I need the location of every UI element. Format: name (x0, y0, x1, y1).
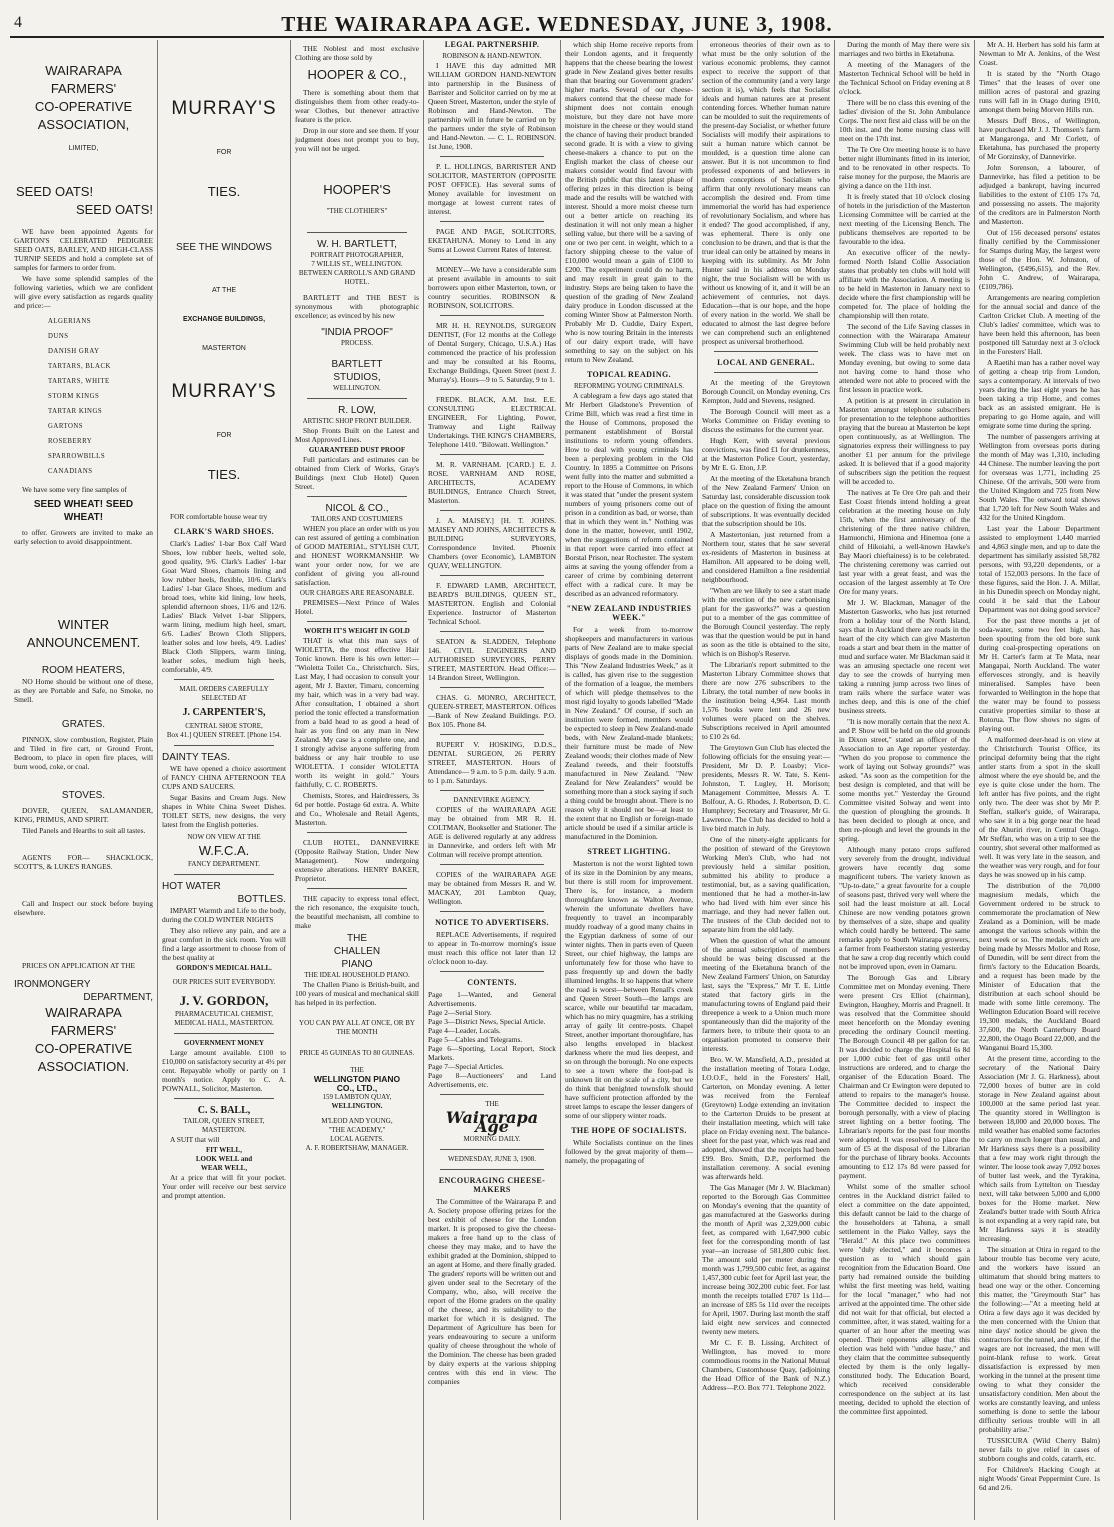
masthead (0, 10, 1114, 36)
news-item: When the question of what the amount of the annual subscription of members should be was being discussed at the meeting of the Eketahuna branch of the New Zealand Farmers' Union, on Saturday last, says the "Express," Mr T. E. Little stated that factory girls in the manufacturing towns of England paid their threepence a week to a Union much more spontaneously than did the majority of the farmers here, to tribute their quota to an organisation promoted to conserve their interests. (702, 936, 830, 1053)
list-item: GARTONS (48, 423, 84, 430)
news-item: A petition is at present in circulation in Masterton amongst telephone subscribers for presentation to the telephone authorities praying that the bureau at Masterton be kept open continuously, as at Wellington. The signatories express their willingness to pay another £1 per annum for the privilege asked. It is believed that if a good majority of subscribers sign the petition the request will be acceded to. (839, 396, 970, 486)
article-text: A cablegram a few days ago stated that Mr Herbert Gladstone's Prevention of Crime Bill, which was read a first time in the House of Commons, proposed the permanent establishment of Borstal institutions to reform young offenders. How to deal with young criminals has been a perplexing problem in the Old Country. In 1895 a Committee on Prisons went fully into the matter and submitted a report to the House of Commons, in which it was stated that "under the present system numbers of young prisoners come out of prison in a condition as bad, or worse, than that in which they went in." Nothing was done in the matter, however, until 1902, when the suggestions of reform contained in that report were carried into effect at Borstal Prison, near Rochester. The system aims at saving the young offender from a career of crime by combining deterrent effect with a radical cure. It may be described as an advanced reformatory. (565, 391, 693, 598)
ad-subheading: FOR (216, 432, 232, 439)
ad-text: We have some very fine samples of (22, 485, 127, 494)
list-item: Page 6—Sporting, Local Report, Stock Markets. (428, 1044, 556, 1062)
ad-text: Call and Inspect our stock before buying elsewhere. (14, 899, 153, 917)
ad-heading: PIANO (341, 959, 373, 970)
news-item: The Librarian's report submitted to the Masterton Library Committee shows that there are now 276 subscribers to the Library, the total number of new books in the institution being 4,964. Last month 1,576 books were lent and 26 new volumes were placed on the shelves. Subscriptions received in April amounted to £10 2s 6d. (702, 660, 830, 741)
list-item: Page 4—Leader, Locals. (428, 1026, 501, 1035)
ad-text: Sugar Basins and Cream Jugs. New shapes in White China Sweet Dishes. TOILET SETS, new designs, the very latest from the English potteries. (162, 793, 286, 829)
news-item: Messrs Duff Bros., of Wellington, have purchased Mr J. J. Thomsen's farm at Mangaronga, and Mr Corlett, of Eketahuna, has purchased the property of Mr Gorzinsky, of Dannevirke. (979, 116, 1100, 161)
ad-heading: HOOPER & CO., (307, 67, 407, 82)
ad-text: There is something about them that distinguishes them from other ready-to-wear Clothes, but thenever attractive feature is the price. (295, 88, 419, 124)
ad-text: Drop in our store and see them. If your judgment does not prompt you to buy, you will not be urged. (295, 126, 419, 153)
ad-subheading: FOR (216, 149, 232, 156)
ad-subheading: GORDON'S MEDICAL HALL. (176, 964, 272, 972)
ad-text: THE capacity to express tonal effect, the rich resonance, the exquisite touch, the beautiful mechanism, all combine to make (295, 894, 419, 930)
news-item: Whilst some of the smaller school centres in the Auckland district failed to elect a committee on the date appointed, this default cannot be laid to the charge of the householders at Tahuna, a small settlement in the Piako Valley, says the "Herald." At this place two committees were "duly elected," and it becomes a question as to which should gain recognition from the Education Board. One party had remained outside the building whilst the first meeting was held, waiting for the local "manager," who had not arrived at the appointed time. The other side did not wait for that official, but elected a committee, after, it was stated, waiting for a quarter of an hour after the meeting was opened. Their opponents allege that this election was held with "undue haste," and they claim that the committee subsequently elected by them is the only legally-constituted body. The Education Board, which received considerable correspondence on the subject at its last meeting, decided to uphold the election of the committee first appointed. (839, 1182, 970, 1416)
ad-subheading: LOOK WELL and (195, 1155, 253, 1163)
article-text: Masterton is not the worst lighted town of its size in the Dominion by any means, but there is still room for improvement. There is, for instance, a modern thoroughfare known as Walton Avenue, wherein the unfortunate dwellers have frequently to travel an incomparably muddy roadway of a good many chains in the Egyptian darkness of some of our winter nights. Then in parts even of Queen Street, our chief highway, the lamps are unfortunately few for those who have to pass frequently up and down the badly illumined lengths. It so happens that where the road is worst—between Renall's creek and Queen Street South—the lamps are scarce, while our beautiful tar macadam, which has no miry quagmire, has a striking array of gaily lit centre-posts. Chapel Street, another important thoroughfare, has also lengths enveloped in blackest darkness where the mud lies deepest, and so on through the borough. No one expects to see a town where the foot-pad is unknown lit on the scale of a city, but we do think that benighted townsfolk should have sufficient protection afforded by the street lamps to escape the lesser dangers of some of our slippery winter roads. (565, 859, 693, 1120)
list-item: STORM KINGS (48, 393, 100, 400)
column-4 (424, 40, 560, 1520)
news-item: The distribution of the 70,000 magnesium medals, which the Government ordered to be struck to commemorate the proclamation of New Zealand as a Dominion, will be made amongst the various schools within the next week or so. The medals, which are being made by Messrs Mollor and Rose, of Dunedin, will be sent direct from the firm's factory to the Education Boards, and a request has been made by the Minister of Education that the distribution at each school should be made with some little ceremony. The Wellington Education Board will receive 19,300 medals, the Auckland Board 37,600, the North Canterbury Board 22,800, the Otago Board 22,000, and the Wanganui Board 15,300. (979, 881, 1100, 1052)
notice-heading: DANNEVIRKE AGENCY. (453, 796, 531, 804)
ad-text: Tiled Panels and Hearths to suit all tastes. (22, 826, 146, 835)
notice-heading: NOTICE TO ADVERTISERS. (435, 918, 549, 927)
ad-subheading: CENTRAL SHOE STORE, (185, 722, 263, 730)
ad-text: Chemists, Stores, and Hairdressers, 3s 6d per bottle. Postage 6d extra. A. White and Co., Wholesale and Retail Agents, Masterton. (295, 791, 419, 827)
article-text: The Committee of the Wairarapa P. and A. Society propose offering prizes for the best exhibit of cheese for the London market. It is proposed to give the cheese-makers a free hand up to the class of cheese they may make, and to have the exhibit graded at the Dominion, shipped to an agent at Home, and there finally graded. The graders' reports will be written out and given under seal to the Secretary of the Company, who, also, will receive the report of the Home graders on the quality of the cheese, and its suitability to the market for which it is designed. The Department of Agriculture has been for years endeavouring to secure a uniform quality of cheese throughout the whole of the Dominion. The cheese has been graded by dairy experts at the various shipping centres with this end in view. The companies (428, 1197, 556, 1386)
ad-heading: WELLINGTON PIANO (313, 1074, 401, 1084)
list-item: ALGERIANS (48, 318, 92, 325)
article-text: While Socialists continue on the lines followed by the great majority of them—namely, the propagating of (565, 1138, 693, 1165)
news-item: The natives at Te Ore Ore pah and their East Coast friends intend holding a great celebration at the meeting house on July 15th, when the first anniversary of the christening of the three native children, Hamuonchi, Himiona and Hinemoa (one a child of Hikoiahi, a well-known Hawke's Bay Maori chieftainess) is to be celebrated. The christening ceremony was carried out last year with a great feast, and was the occasion of the largest assembly at Te Ore Ore for many years. (839, 488, 970, 596)
ad-text: WE have opened a choice assortment of FANCY CHINA AFTERNOON TEA CUPS AND SAUCERS. (162, 764, 286, 791)
article-text: which ship Home receive reports from their London agents, and it frequently happens that the cheese bearing the lowest grade in New Zealand gives better results than that bearing our Government graders' higher marks. Several of our cheese-makers contend that the cheese made for shipment does not contain enough moisture, but they dare not have more moisture in the cheese or they would stand the chance of having their product branded second grade. It is with a view to giving cheese-makers a chance to put on the English market the class of cheese our makers consider would find favour with the British public that this latest phase of offering prizes in this direction is being made and the results will be watched with interest. Should a more moist cheese turn out a better article on reaching its destination it will not only mean a higher selling value, but there will be a saving of one or two per cent. in weight, which to a factory shipping cheese to the value of £10,000 would mean a gain of £100 to £200. The experiment could do no harm, and may result in great gain to the industry. Steps are being taken to have the question of the grading of New Zealand dairy produce in London discussed at the coming Winter Show at Palmerston North. Probably Mr D. Cuddie, Dairy Expert, who is now touring Britain in the interests of our dairy export trade, will have something to say on the subject on his return to New Zealand. (565, 40, 693, 364)
ad-subheading: FIT WELL, (206, 1146, 242, 1154)
editorial-date: WEDNESDAY, JUNE 3, 1908. (448, 1155, 536, 1163)
ad-text: MR H. H. REYNOLDS, SURGEON DENTIST, (For 12 months at the College of Dental Surgery, Chicago, U.S.A.) Has commenced the practice of his profession and may be consulted at his Rooms, Exchange Buildings, Queen Street (next J. Murray's). Hours—9 to 5. Saturday, 9 to 1. (428, 321, 556, 384)
ad-heading: TIES. (207, 467, 241, 482)
page-number: 4 (14, 14, 22, 31)
list-item: Page 3—District News, Special Article. (428, 1017, 546, 1026)
ad-heading: SEE THE WINDOWS (176, 242, 272, 253)
article-heading: ENCOURAGING CHEESE-MAKERS (438, 1176, 546, 1194)
ad-heading: CO-OPERATIVE (34, 99, 133, 114)
ad-text: to offer. Growers are invited to make an early selection to avoid disappointment. (14, 528, 153, 546)
ad-heading: NICOL & CO., (325, 503, 389, 514)
ad-subheading: MEDICAL HALL, MASTERTON. (174, 1019, 274, 1027)
news-item: Arrangements are nearing completion for the annual social and dance of the Carlton Cricket Club. A meeting of the Club's ladies' committee, which was to have been held this afternoon, has been postponed till Saturday next at 3 o'clock in the Foresters' Hall. (979, 293, 1100, 356)
ad-subheading: TAILORS AND COSTUMIERS (311, 515, 403, 523)
notice-heading: LEGAL PARTNERSHIP. (444, 40, 540, 49)
ad-text: FREDK. BLACK, A.M. Inst. E.E. CONSULTING ELECTRICAL ENGINEER, For Lighting, Power, Tramway and Light Railway Undertakings. THE KING'S CHAMBERS, Telephone 1410. "Bilowatt. Wellington." (428, 395, 556, 449)
ad-heading: ANNOUNCEMENT. (26, 635, 141, 650)
list-item: CANADIANS (48, 468, 93, 475)
news-item: The situation at Otira in regard to the labour trouble has become very acute, and the workers have issued an ultimatum that should bring matters to head one way or the other. Concerning this matter, the "Greymouth Star" has the following:—"At a meeting held at Otira a few days ago it was decided by the men concerned with the Union that nine days' notice should be given the contractors for the tunnel, and that, if the wages are not increased, the men will point-blank refuse to work. Great dissatisfaction is expressed by men working in the tunnel at the present time owing to what they consider the unsatisfactory condition. Men about the works are constantly leaving, and unless something is done to settle the labour difficulty serious trouble will in all probability arise." (979, 1245, 1100, 1434)
ad-subheading: 159 LAMBTON QUAY, (322, 1093, 392, 1101)
news-item: The Borough Council will meet as a Works Committee on Friday evening to discuss the estimates for the current year. (702, 407, 830, 434)
news-item: A Mastertonian, just returned from a Northern tour, states that he saw several ex-residents of Masterton in business at Hamilton. All appeared to be doing well, and considered Hamilton a fine residential neighbourhood. (702, 530, 830, 584)
list-item: Page 1—Wanted, and General Advertisements. (428, 990, 556, 1008)
ad-heading: SEED OATS! (75, 202, 153, 217)
ad-text: IMPART Warmth and Life to the body, during the COLD WINTER NIGHTS (162, 906, 286, 924)
ad-text: J. A. MAISEY.] [H. T. JOHNS. MAISEY AND JOHNS, ARCHITECTS & BUILDING SURVEYORS, Correspondence Invited. Phoenix Chambers (over Economic), LAMBTON QUAY, WELLINGTON. (428, 516, 556, 570)
ad-subheading: WELLINGTON. (333, 384, 381, 392)
column-5 (561, 40, 697, 1520)
nameplate: Wairarapa Age (445, 1108, 539, 1136)
ad-subheading: A. F. ROBERTSHAW, MANAGER. (305, 1144, 409, 1152)
ad-subheading: M'LEOD AND YOUNG, (321, 1117, 393, 1125)
news-item: TUSSICURA (Wild Cherry Balm) never fails to give relief in cases of stubborn coughs and colds, catarrh, etc. (979, 1436, 1100, 1463)
article-text: erroneous theories of their own as to what must be the only solution of the various economic problems, they cannot expect to receive the support of that section of the community (and a very large section it is), which feels that Socialist ideals and human natures are at present contending forces. Whether human nature can be moulded to suit the requirements of the present-day Socialist, or whether future Socialists will modify their aspirations to suit a human nature which cannot be moulded, is a question time alone can answer. But it is not uncommon to find professed exponents of and believers in modern conceptions of Socialism who affirm that only revolutionary means can accomplish the desired end. From time immemorial the world has had experience of revolutionary Socialism, and where has it ended? The good accomplished, if any, was ephemeral. There is only one conclusion to be drawn, and that is that the true ideal can only be attained by means in keeping with its sublimity. As Mr John Hunter said in his address on Monday night, the true Socialism will be with us without us knowing of it, and it will be an achievement of centuries, not days. Education—that is our hope, and the hope of every nation in the world. We shall be educated to almost the last degree before we can comprehend such an enlightened prospect as universal brotherhood. (702, 40, 830, 346)
news-item: At the meeting of the Eketahuna branch of the New Zealand Farmers' Union on Saturday last, considerable discussion took place on the question of fixing the amount of subscriptions. It was eventually decided that the subscription should be 10s. (702, 474, 830, 528)
ad-heading: HOOPER'S (323, 182, 391, 197)
news-item: Last year the Labour Department assisted to employment 1,440 married and 4,863 single men, and up to date the department has similarly assisted 58,782 persons, with 93,220 dependents, or a total of 152,003 persons. In the face of these figures, said the Hon. J. A. Millar, in his Dunedin speech on Monday night, could it be said that the Labour Department was not doing good service? (979, 524, 1100, 614)
ad-text: CLUB HOTEL, DANNEVIRKE (Opposite Railway Station, Under New Management). Now undergoing extensive alterations. HENRY BAKER, Proprietor. (295, 838, 419, 883)
news-item: Mr A. H. Herbert has sold his farm at Newman to Mr A. Jenkins, of the West Coast. (979, 40, 1100, 67)
contents-list (428, 990, 556, 1089)
ad-subheading: BETWEEN CARROLL'S AND GRAND HOTEL. (298, 269, 416, 286)
ad-subheading: AT THE (211, 287, 237, 294)
ad-text: P. L. HOLLINGS, BARRISTER AND SOLICITOR, MASTERTON (OPPOSITE POST OFFICE). Has several sums of Money available for investment on mortgage at lowest current rates of interest. (428, 162, 556, 216)
list-item: TARTARS, BLACK (48, 363, 111, 370)
ad-heading: CHALLEN (333, 946, 381, 957)
ad-heading: BOTTLES. (237, 894, 286, 905)
news-item: Bro. W. W. Mansfield, A.D., presided at the installation meeting of Totara Lodge, I.O.O.F., held in the Foresters' Hall, Carterton, on Monday evening. A letter was received from the Fernleaf (Greytown) Lodge extending an invitation to the Carterton Druids to be present at their installation meeting, which will take place on Friday evening next. The balance-sheet for the past year, which was read and adopted, showed that the receipts had been £99. Bro. Smith, D.P., performed the installation ceremony. A social evening was afterwards held. (702, 1055, 830, 1181)
news-item: There will be no class this evening of the ladies' division of the St. John Ambulance Corps. The next first aid class will be on the 10th inst. and the home nursing class will meet on the 17th inst. (839, 98, 970, 143)
news-item: Although many potato crops suffered very severely from the drought, individual growers have recently dug some magnificent tubers. The variety known as "Up-to-date," a great favourite for a couple of seasons past, thrived very well where the soil had the least moisture at all. Local Chinese are now vending potatoes grown by themselves of a size, shape and quality which could hardly be bettered. The same remarks apply to South Wairarapa growers, a farmer from Featherston stating yesterday that he saw a crop dug recently which could not be improved upon, even in Oamaru. (839, 845, 970, 971)
news-item: At the meeting of the Greytown Borough Council, on Monday evening, Crs Kempton, Judd and Stevens, resigned. (702, 378, 830, 405)
ad-heading: SEED OATS! (16, 184, 94, 199)
ad-heading: R. LOW, (338, 405, 376, 416)
ad-text: NO Home should be without one of these, as they are Portable and Safe, no Smoke, no Smell. (14, 677, 153, 704)
ad-text: AGENTS FOR— SHACKLOCK, SCOTT'S, & LUKE'S RANGES. (14, 853, 153, 871)
ad-heading: WORTH IT'S WEIGHT IN GOLD (304, 627, 410, 635)
ad-text: The Challen Piano is British-built, and 100 years of musical and mechanical skill has helped in its perfection. (295, 980, 419, 1007)
ad-text: DOVER, QUEEN, SALAMANDER, KING, PRIMUS, AND SPIRIT. (14, 806, 153, 824)
ad-heading: GOVERNMENT MONEY (183, 1039, 265, 1047)
ad-text: WE have been appointed Agents for GARTON'S CELEBRATED PEDIGREE SEED OATS, BARLEY, AND HIGH-CLASS TURNIP SEEDS and hold a complete set of samples for farmers to order from. (14, 227, 153, 272)
ad-heading: THE (347, 933, 367, 944)
ad-text: PREMISES—Next Prince of Wales Hotel. (295, 598, 419, 616)
ad-subheading: PORTRAIT PHOTOGRAPHER, (310, 251, 404, 259)
ad-subheading: PRICE 45 GUINEAS TO 80 GUINEAS. (299, 1049, 415, 1057)
ad-subheading: WELLINGTON. (331, 1102, 383, 1110)
ad-heading: ASSOCIATION. (37, 1059, 130, 1074)
ad-heading: DAINTY TEAS. (162, 752, 230, 763)
list-item: Page 5—Cables and Telegrams. (428, 1035, 523, 1044)
column-6 (698, 40, 834, 1520)
wfca-ad-top (14, 62, 153, 153)
ad-subheading: OUR CHARGES ARE REASONABLE. (299, 589, 415, 597)
article-heading: THE HOPE OF SOCIALISTS. (571, 1126, 687, 1135)
ad-subheading: "THE ACADEMY," (328, 1126, 386, 1134)
ad-text: FOR comfortable house wear try (170, 512, 268, 521)
news-item: For Children's Hacking Cough at night Woods' Great Peppermint Cure. 1s 6d and 2/6. (979, 1465, 1100, 1492)
list-item: Page 2—Serial Story. (428, 1008, 492, 1017)
ad-heading: J. V. GORDON, (179, 993, 269, 1008)
list-item: TARTARS, WHITE (48, 378, 110, 385)
ad-heading: CO., LTD., (336, 1083, 378, 1093)
wfca-ad-bottom (14, 978, 153, 1076)
column-2 (158, 40, 290, 1520)
notice-text: I HAVE this day admitted MR WILLIAM GORDON HAND-NEWTON into partnership in the Business of Barrister and Solicitor carried on by me at Queen Street, Masterton, under the style of Robinson and Hand-Newton. The partnership will in future be carried on by the partners under the style of Robinson and Hand-Newton. — C. L. ROBINSON. 1st June, 1908. (428, 61, 556, 151)
ad-heading: W. H. BARTLETT, (317, 239, 397, 250)
notice-text: REPLACE Advertisements, if required to appear in To-morrow morning's issue must reach this office not later than 12 o'clock noon to-day. (428, 930, 556, 966)
ad-subheading: EXCHANGE BUILDINGS, (182, 316, 266, 323)
list-item: ROSEBERRY (48, 438, 93, 445)
ad-text: MONEY—We have a considerable sum at present available in amounts to suit borrowers upon either Masterton, town, or country securities. ROBINSON & ROBINSON, SOLICITORS. (428, 265, 556, 310)
ad-text: We have some splendid samples of the following varieties, which we are confident will give every satisfaction as regards quality and price:— (14, 274, 153, 310)
list-item: Page 8—Auctioneers' and Land Advertisements, etc. (428, 1071, 556, 1089)
ad-subheading: THE IDEAL HOUSEHOLD PIANO. (304, 971, 410, 979)
ad-text: Shop Fronts Built on the Latest and Most Approved Lines. (295, 426, 419, 444)
article-heading: LOCAL AND GENERAL. (717, 358, 815, 367)
ad-subheading: MASTERTON (202, 345, 246, 352)
list-item: TARTAR KINGS (48, 408, 103, 415)
ad-heading: MURRAY'S (171, 98, 277, 119)
ad-subheading: FANCY DEPARTMENT. (188, 860, 260, 868)
news-item: At the present time, according to the secretary of the National Dairy Association (Mr J. G. Harkness), about 72,000 boxes of butter are in cold storage in New Zealand against about 100,000 at the same period last year. The quantity stored in Wellington is between 18,000 and 20,000 boxes. The mild weather has enabled some factories to carry on much longer than usual, and Mr Harkness says there is a possibility that a few may work right through the winter. The loose took away 7,092 boxes of butter last week, and the Tyrakina, which sails from Lyttelton on Tuesday next, will take between 5,000 and 6,000 boxes for the Home market. New Zealand's butter trade with South Africa is not expanding at a very rapid rate, but Mr Harkness says it is steadily increasing. (979, 1054, 1100, 1243)
ad-subheading: NOW ON VIEW AT THE (187, 833, 261, 841)
list-item: Page 7—Special Articles. (428, 1062, 504, 1071)
ad-subheading: TAILOR, QUEEN STREET, MASTERTON. (183, 1117, 265, 1134)
list-item: DUNS (48, 333, 69, 340)
ad-text: THE Noblest and most exclusive Clothing are those sold by (295, 44, 419, 62)
ad-subheading: GUARANTEED DUST PROOF (308, 446, 406, 454)
news-item: A meeting of the Managers of the Masterton Technical School will be held in the Technical School on Friday evening at 8 o'clock. (839, 60, 970, 96)
ad-text: At a price that will fit your pocket. Your order will receive our best service and prompt attention. (162, 1173, 286, 1200)
ad-subheading: THE (350, 1066, 364, 1074)
masthead-title: THE WAIRARAPA AGE. WEDNESDAY, JUNE 3, 1908. (281, 12, 833, 36)
ad-heading: DEPARTMENT, (83, 992, 153, 1003)
article-subheading: REFORMING YOUNG CRIMINALS. (574, 382, 684, 390)
ad-subheading: 7 WILLIS ST., WELLINGTON. (311, 260, 403, 268)
masthead-rule (10, 36, 1104, 38)
ad-heading: IRONMONGERY (14, 979, 91, 990)
list-item: SPARROWBILLS (48, 453, 106, 460)
ad-heading: WAIRARAPA (45, 63, 122, 78)
murrays-ad (162, 96, 286, 484)
ad-heading: J. CARPENTER'S, (182, 707, 266, 718)
ad-heading: FARMERS' (50, 81, 117, 96)
ad-subheading: YOU CAN PAY ALL AT ONCE, OR BY THE MONTH (299, 1019, 415, 1036)
news-item: It is freely stated that 10 o'clock closing of hotels in the jurisdiction of the Masterton Licensing Committee will be carried at the next meeting of the Licensing Bench. The publicans themselves are reported to be favourable to the idea. (839, 192, 970, 246)
news-item: It is stated by the "North Otago Times" that the leases of over one million acres of pastoral and grazing runs will fall in in Otago during 1910, amongst them being Morven Hills run. (979, 69, 1100, 114)
ad-subheading: LOCAL AGENTS. (330, 1135, 384, 1143)
contents-heading: CONTENTS. (467, 978, 517, 987)
news-item: For the past three months a jet of soda-water, some two feet high, has been spouting from the old bore sunk during coal-prospecting operations on Mr H. Carter's farm at Te Mata, near Mangapai, North Auckland. The water effervesces strongly, and is heavily mineralised. Samples have been forwarded to Wellington in the hope that the water may be found to possess curative properties similar to those at Rotorua. The flow shows no signs of playing out. (979, 616, 1100, 733)
nameplate-small: THE (485, 1100, 499, 1108)
news-item: The Gas Manager (Mr J. W. Blackman) reported to the Borough Gas Committee on Monday's evening that the quantity of gas manufactured at the Gasworks during the month of April was 2,329,000 cubic feet, as compared with 1,647,900 cubic feet for the corresponding month of last year—an increase of 581,800 cubic feet. The amount sold per meter during the month was 1,799,500 cubic feet, as against 1,457,300 cubic feet for April last year, the increase being 302,200 cubic feet. For last month the receipts totalled £707 1s 11d—an increase of £85 5s 11d over the receipts for April, 1907. During last month the staff laid eight new services and connected twenty new meters. (702, 1183, 830, 1336)
news-item: Hugh Kerr, with several previous convictions, was fined £1 for drunkenness, at the Masterton Police Court, yesterday, by Mr E. G. Eton, J.P. (702, 436, 830, 472)
ad-heading: MURRAY'S (171, 381, 277, 402)
news-item: An executive officer of the newly-formed North Island Collie Association states that probably ten clubs will hold will affiliate with the Association. A meeting is to be held in Masterton in January next to decide where the first championship will be competed for. The place of holding the championship will then rotate. (839, 248, 970, 320)
ad-text: Full particulars and estimates can be obtained from Clerk of Works, Gray's Buildings (next Club Hotel) Queen Street. (295, 455, 419, 491)
ad-subheading: Box 41.] QUEEN STREET. [Phone 154. (166, 731, 282, 739)
ad-heading: BARTLETT (331, 359, 383, 370)
news-item: The Greytown Gun Club has elected the following officials for the ensuing year:—President, Mr D. P. Loasby; Vice-presidents, Messrs R. W. Tate, S. Kent-Johnston, T. Lugley, H. Morison; Management Committee, Messrs A. T. Bolfour, A. G. Rhodes, J. Robertson, D. C. Humphrey; Secretary and Treasurer, Mr G. Lawrence. The Club has decided to hold a live bird match in July. (702, 743, 830, 833)
news-item: The second of the Life Saving classes in connection with the Wairarapa Amateur Swimming Club will be held probably next week. The class was to have met on Monday evening, but owing to some data not having come to hand those who attended were not able to proceed with the first lesson in practice work. (839, 322, 970, 394)
news-item: Mr C. F. B. Lissing, Architect of Wellington, has moved to more commodious rooms in the National Mutual Chambers, Customhouse Quay, (adjoining the Head Office of the Bank of N.Z.) Address—P.O. Box 771. Telephone 2022. (702, 1338, 830, 1392)
news-item: During the month of May there were six marriages and two births in Eketahuna. (839, 40, 970, 58)
news-item: "When are we likely to see a start made with the erection of the new carbonising plant for the gasworks?" was a question put to a member of the gas committee of the Borough Council yesterday. The reply was that the question would be put in hand as soon as the title is obtained to the site, which is on Bishop's Reserve. (702, 586, 830, 658)
ad-heading: FARMERS' (50, 1023, 117, 1038)
article-heading: TOPICAL READING. (586, 370, 672, 379)
ad-text: Large amount available. £100 to £10,000 on satisfactory security at 4½ per cent. Repayable wholly or partly on 1 month's notice. Apply to C. A. POWNALL, Solicitor, Masterton. (162, 1048, 286, 1093)
ad-text: PINNOX, slow combustion, Register, Plain and Tiled in fire cart, or Ground Front, Bedroom, to place in open fire places, will burn wood, coke, or coal. (14, 735, 153, 771)
ad-heading: WAIRARAPA (45, 1005, 122, 1020)
ad-heading: W.F.C.A. (198, 843, 250, 858)
ad-subheading: ARTISTIC SHOP FRONT BUILDER. (302, 417, 412, 425)
ad-text: RUPERT V. HOSKING, D.D.S., DENTAL SURGEON, 26 PERRY STREET, MASTERTON. Hours of Attendance— 9 a.m. to 5 p.m. daily. 9 a.m. to 1 p.m. Saturdays. (428, 740, 556, 785)
ad-heading: CLARK'S WARD SHOES. (173, 527, 275, 536)
ad-heading: "INDIA PROOF" (321, 327, 393, 338)
notice-text: COPIES of the WAIRARAPA AGE may be obtained from MR R. H. COLTMAN, Bookseller and Stationer. The AGE is delivered regularly at any address in Dannevirke, and orders left with Mr Coltman will receive prompt attention. (428, 805, 556, 859)
oat-varieties-list (14, 314, 153, 479)
notice-subheading: ROBINSON & HAND-NEWTON. (442, 52, 542, 60)
ad-subheading: PROCESS. (340, 339, 374, 347)
ad-text: THAT is what this man says of WIOLETTA, the most effective Hair Tonic known. Here is his own letter:— "Wioletta Toilet Co., Christchurch. Sirs, Last May, I had occasion to consult your agent, Mr J. Baxter, Timaru, concerning my hair, which was in a very bad way. After consultation, I obtained a short period the tonic effected a transformation from a bald head to as good a head of hair as you find on any man in New Zealand. My case is a complete one, and I strongly advise anyone suffering from baldness or any hair trouble to use WIOLETTA. I consider WIOLETTA worth its weight in gold." Yours faithfully, C. C. ROBERTS. (295, 636, 419, 789)
ad-heading: C. S. BALL, (197, 1105, 251, 1116)
news-item: John Sorenson, a labourer, of Dannevirke, has filed a petition to be adjudged a bankrupt, having incurred liabilities to the extent of £105 17s 7d, and possessing no assets. The majority of the creditors are in Palmerston North and Masterton. (979, 163, 1100, 226)
ad-heading: ASSOCIATION, (37, 117, 130, 132)
news-item: Mr J. W. Blackman, Manager of the Masterton Gasworks, who has just returned from a holiday tour of the North Island, says that in Auckland there are roads in the heart of the city which can give Masterton roads a start and beat them in the matter of mud and surface water. Mr Blackman said it was an amusing spectacle one recent wet day to see the crowds of hurrying men taking a running jump across two lines of tram rails where the surface water was inches deep, and this is one of the chief business streets. (839, 598, 970, 715)
ad-subheading: WEAR WELL, (200, 1164, 248, 1172)
ad-heading: TIES. (207, 184, 241, 199)
ad-heading: GRATES. (61, 719, 106, 730)
ad-text: F. EDWARD LAMB, ARCHITECT, BEARD'S BUILDINGS, QUEEN ST., MASTERTON. English and Colonial Experience. Instructor of Masterton Technical School. (428, 581, 556, 626)
news-item: A malformed deer-head is on view at the Christchurch Tourist Office, its principal deformity being that the right antler starts from a spot in the skull almost where the eye should be, and the eye is quite close under the horn. The left antler has five points, and the right only two. The deer was shot by Mr P. Steffan, stalker's guide, of Wairarapa, who saw it in a big gorge near the head of the Ahuriri river, in Central Otago. Mr Steffan, who was on a trip to see the country, shot several other malformed as well. It was very late in the season, and the weather was very rough, and for four days he was snowed up in his camp. (979, 735, 1100, 879)
news-item: One of the ninety-eight applicants for the position of steward of the Greytown Working Men's Club, who had not previously held a similar position, submitted his ability to produce a testimonial, but, as a saving qualification, mentioned that he had a mother-in-law who had lived with him ever since his marriage, and they had never fallen out. The trustees of the Club decided not to separate him from the old lady. (702, 835, 830, 934)
ad-text: Clark's Ladies' 1-bar Box Calf Ward Shoes, low rubber heels, welted sole, good quality, 9/6. Clark's Ladies' 1-bar Goat Ward Shoes, chamois lining and low rubber heels, flexible, 10/6. Clark's Ladies' 1-bar Glace Shoes, medium and broad toes, white kid lining, low heels, splendid afternoon shoes, 11/6 and 12/6. Ladies' Black Velvet 1-bar Slippers, warm lining, medium high heel, smart, 6/6. Ladies' Brown Cloth Slippers, leather soles and low heels, 4/9. Ladies' Black Cloth Slippers, warm lining, leather soles, medium high heels, comfortable, 4/9. (162, 539, 286, 674)
ad-subheading: PHARMACEUTICAL CHEMIST, (174, 1010, 273, 1018)
ad-subheading: LIMITED, (68, 145, 99, 152)
ad-text: CHAS. G. MONRO, ARCHITECT, QUEEN-STREET, MASTERTON. Offices—Bank of New Zealand Buildings. P.O. Box 105. Phone 84. (428, 693, 556, 729)
ad-heading: SEED WHEAT! SEED WHEAT! (33, 499, 134, 523)
ad-heading: STOVES. (61, 790, 106, 801)
ad-subheading: OUR PRICES SUIT EVERYBODY. (172, 978, 276, 986)
ad-text: PAGE AND PAGE, SOLICITORS, EKETAHUNA. Money to Lend in any Sums at Lowest Current Rates of Interest. (428, 227, 556, 254)
ad-text: A SUIT that will (170, 1135, 220, 1144)
article-heading: "NEW ZEALAND INDUSTRIES WEEK." (566, 604, 692, 622)
ad-text: WHEN you place an order with us you can rest assured of getting a combination of GOOD MATERIAL, STYLISH CUT, and HONEST WORKMANSHIP. We want your order now, for we are confident of giving you all-round satisfaction. (295, 524, 419, 587)
ad-heading: STUDIOS, (333, 372, 381, 383)
ad-heading: WINTER (57, 617, 110, 632)
ad-text: They also relieve any pain, and are a great comfort in the sick room. You will find a large assortment to choose from of the best quality at (162, 926, 286, 962)
column-3 (291, 40, 423, 1520)
ad-heading: CO-OPERATIVE (34, 1041, 133, 1056)
ad-text: BARTLETT and THE BEST is synonymous with photographic excellence; as evinced by his new (295, 293, 419, 320)
ad-heading: HOT WATER (162, 881, 221, 892)
ad-text: M. R. VARNHAM. [CARD.] E. J. ROSE. VARNHAM AND ROSE, ARCHITECTS, ACADEMY BUILDINGS, Entrance Church Street, Masterton. (428, 460, 556, 505)
notice-text: COPIES of the WAIRARAPA AGE may be obtained from Messrs R. and W. MACKAY, 201 Lambton Quay, Wellington. (428, 870, 556, 906)
ad-heading: ROOM HEATERS, (41, 665, 126, 676)
news-item: The number of passengers arriving at Wellington from overseas ports during the month of May was 1,310, including 44 Chinese. The number leaving the port for overseas was 1,771, including 25 Chinese. Of the arrivals, 500 were from the United Kingdom and 725 from New South Wales. The outward total shows that 1,720 left for New South Wales and 432 for the United Kingdom. (979, 432, 1100, 522)
news-item: The Te Ore Ore meeting house is to have better night illuminants fitted in its interior, and to be renovated in other respects. To raise money for the purpose, the Maoris are giving a dance on the 11th inst. (839, 145, 970, 190)
ad-text: SEATON & SLADDEN, Telephone 146. CIVIL ENGINEERS AND AUTHORISED SURVEYORS, PERRY STREET, MASTERTON. Head Office:— 14 Brandon Street, Wellington. (428, 637, 556, 682)
article-heading: STREET LIGHTING. (587, 847, 671, 856)
winter-ad (14, 616, 153, 677)
article-text: For a week from to-morrow shopkeepers and manufacturers in various parts of New Zealand are to make special displays of goods made in the Dominion. This "New Zealand Industries Week," as it is called, has given rise to the suggestion of the formation of a league, the members of which will pledge themselves to the most rigid loyalty to goods labelled "Made in New Zealand." Of course, if such an institution were formed, members would be expected to sleep in New Zealand-made beds, with New Zealand-made blankets; their furniture must be made of New Zealand woods; their clothes made of New Zealand tweeds, and their footstuffs manufactured in New Zealand. "New Zealand for New Zealanders" would be something more than a stock saying if such a thing could be brought about. There is no reason why it should not be—at least to the extent that no English or foreign-made article should be used if a similar article is manufactured in the Dominion. (565, 625, 693, 841)
ad-subheading: MAIL ORDERS CAREFULLY SELECTED AT (179, 685, 269, 702)
news-item: A Raetihi man has a rather novel way of getting a cheap trip from London, says a contemporary. At intervals of two years during the last eight years he has been taking a trip Home, and comes back as an assisted emigrant. He is preparing to go Home again, and will emigrate some time during the spring. (979, 358, 1100, 430)
column-7 (835, 40, 974, 1520)
ad-subheading: "THE CLOTHIER'S" (326, 207, 388, 215)
column-1 (10, 40, 157, 1520)
ad-text: PRICES ON APPLICATION AT THE (22, 961, 136, 970)
list-item: DANISH GRAY (48, 348, 100, 355)
news-item: "It is now morally certain that the next A. and P. Show will be held on the old grounds in Dixon street," stated an officer of the Association to an Age reporter yesterday. "When do you propose to commence the work of laying out Solway grounds?" was asked. "As soon as the competition for the best design is completed, and that will be some months yet." Yesterday the Ground Committee visited Solway and went into the question of ploughing the grounds. It has been decided to plough at once, and then re-plough and level the grounds in the spring. (839, 717, 970, 843)
news-item: Out of 156 deceased persons' estates finally certified by the Commissioner for Stamps during May, the largest were those of the Hon. W. Johnston, of Wellington, (£496,615), and the Rev. John C. Andrew, of Wairarapa, (£109,786). (979, 228, 1100, 291)
news-item: The Borough Gas and Library Committee met on Monday evening. There were present Crs Elliot (chairman), Ewington, Haughey, Morris and Pragnell. It was resolved that the Committee should meet henceforth on the Monday evening preceding the ordinary Council meeting. The Borough Council 48 per gallon for tar. It was decided to charge the Hospital 6s 8d per 1,000 cubic feet of gas until other instructions are ordered, and to charge the organiser of the Education Board. The Chairman and Cr Ewington were deputed to attend to repairs to the manager's house. The Committee decided to inspect the borough personally, with a view of placing street lighting on a better footing. The Librarian's reports for the past four months were adopted. It was resolved to place the sum of £5 at the disposal of the Librarian for the purchase of library books. Accounts amounting to £12 17s 8d were passed for payment. (839, 973, 970, 1180)
column-8 (975, 40, 1104, 1520)
nameplate-small: MORNING DAILY. (463, 1135, 521, 1143)
